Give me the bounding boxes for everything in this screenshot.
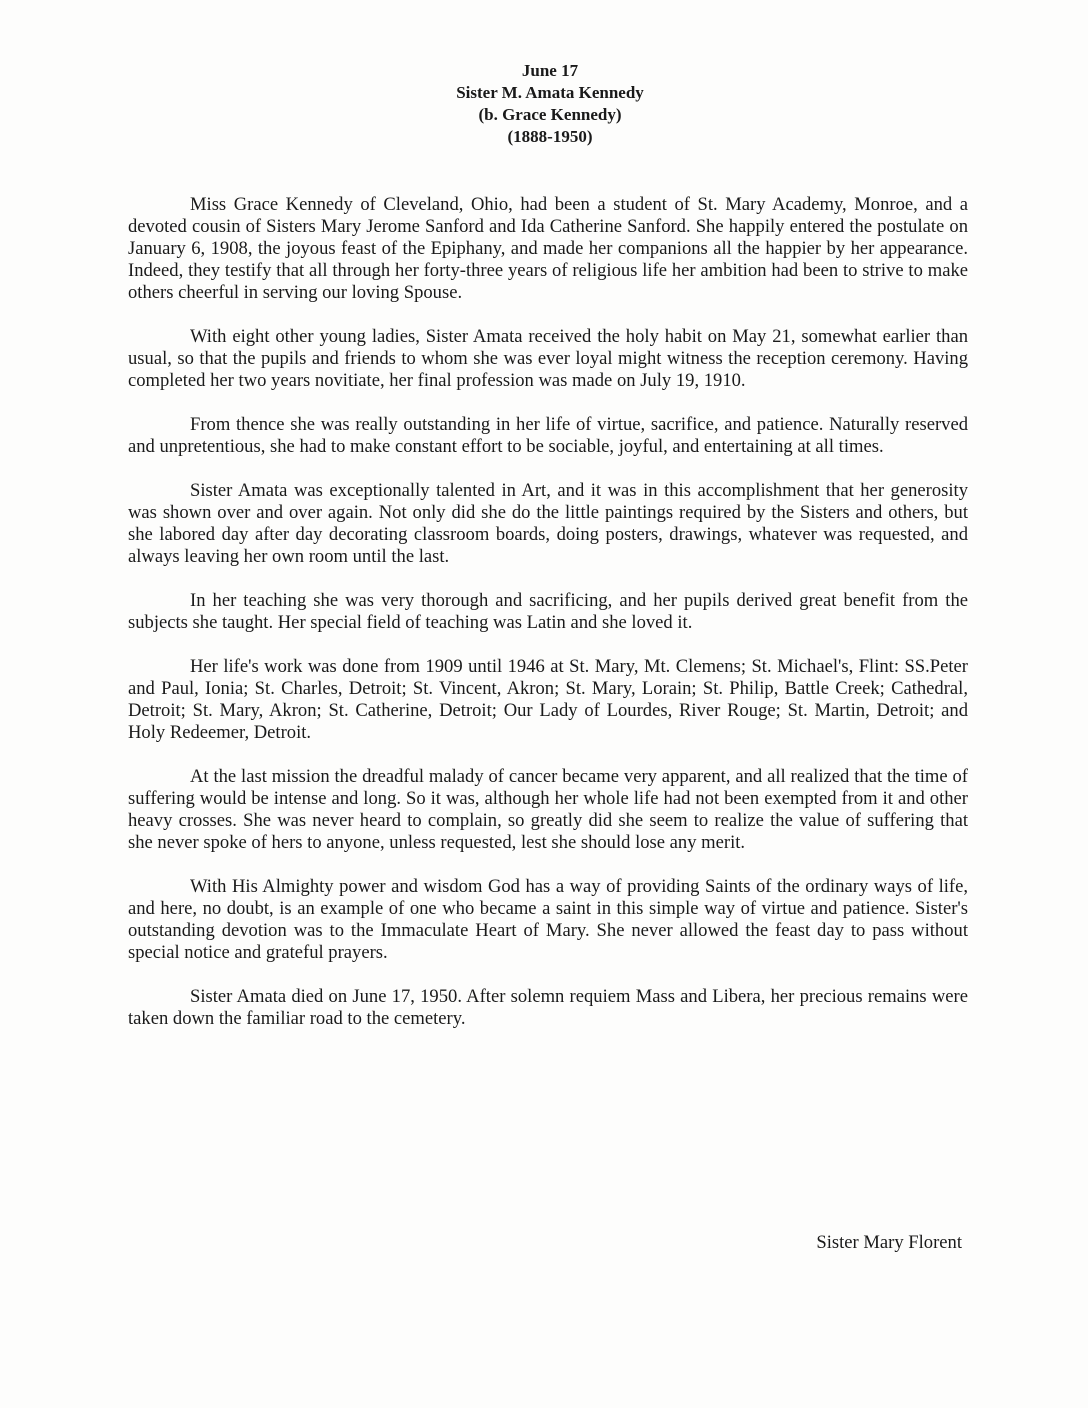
header-years: (1888-1950)	[507, 127, 593, 146]
document-header	[0, 60, 1088, 148]
paragraph: Her life's work was done from 1909 until 1946 at St. Mary, Mt. Clemens; St. Michael's, Flint: SS.Peter and Paul, Ionia; St. Charles, Detroit; St. Vincent, Akron; St. Mary, Lorain; St. Philip, Battle Creek; Cathedral, Detroit; St. Mary, Akron; St. Catherine, Detroit; Our Lady of Lourdes, River Rouge; St. Martin, Detroit; and Holy Redeemer, Detroit.	[128, 656, 968, 743]
paragraph: From thence she was really outstanding in her life of virtue, sacrifice, and patience. Naturally reserved and unpretentious, she had to make constant effort to be sociable, joyful, and entertaining at all times.	[128, 414, 968, 457]
paragraph: In her teaching she was very thorough and sacrificing, and her pupils derived great benefit from the subjects she taught. Her special field of teaching was Latin and she loved it.	[128, 590, 968, 633]
header-birth-name: (b. Grace Kennedy)	[478, 105, 622, 124]
document-body	[128, 194, 968, 1052]
paragraph: With eight other young ladies, Sister Amata received the holy habit on May 21, somewhat earlier than usual, so that the pupils and friends to whom she was ever loyal might witness the reception ceremony. Having completed her two years novitiate, her final profession was made on July 19, 1910.	[128, 326, 968, 391]
signature: Sister Mary Florent	[816, 1232, 962, 1253]
paragraph: Miss Grace Kennedy of Cleveland, Ohio, had been a student of St. Mary Academy, Monroe, and a devoted cousin of Sisters Mary Jerome Sanford and Ida Catherine Sanford. She happily entered the postulate on January 6, 1908, the joyous feast of the Epiphany, and made her companions all the happier by her appearance. Indeed, they testify that all through her forty-three years of religious life her ambition had been to strive to make others cheerful in serving our loving Spouse.	[128, 194, 968, 303]
paragraph: Sister Amata died on June 17, 1950. After solemn requiem Mass and Libera, her precious remains were taken down the familiar road to the cemetery.	[128, 986, 968, 1029]
paragraph: With His Almighty power and wisdom God has a way of providing Saints of the ordinary ways of life, and here, no doubt, is an example of one who became a saint in this simple way of virtue and patience. Sister's outstanding devotion was to the Immaculate Heart of Mary. She never allowed the feast day to pass without special notice and grateful prayers.	[128, 876, 968, 963]
header-date: June 17	[521, 61, 579, 80]
paragraph: Sister Amata was exceptionally talented in Art, and it was in this accomplishment that her generosity was shown over and over again. Not only did she do the little paintings required by the Sisters and others, but she labored day after day decorating classroom boards, doing posters, drawings, whatever was requested, and always leaving her own room until the last.	[128, 480, 968, 567]
header-name: Sister M. Amata Kennedy	[456, 83, 644, 102]
paragraph: At the last mission the dreadful malady of cancer became very apparent, and all realized that the time of suffering would be intense and long. So it was, although her whole life had not been exempted from it and other heavy crosses. She was never heard to complain, so greatly did she seem to realize the value of suffering that she never spoke of hers to anyone, unless requested, lest she should lose any merit.	[128, 766, 968, 853]
